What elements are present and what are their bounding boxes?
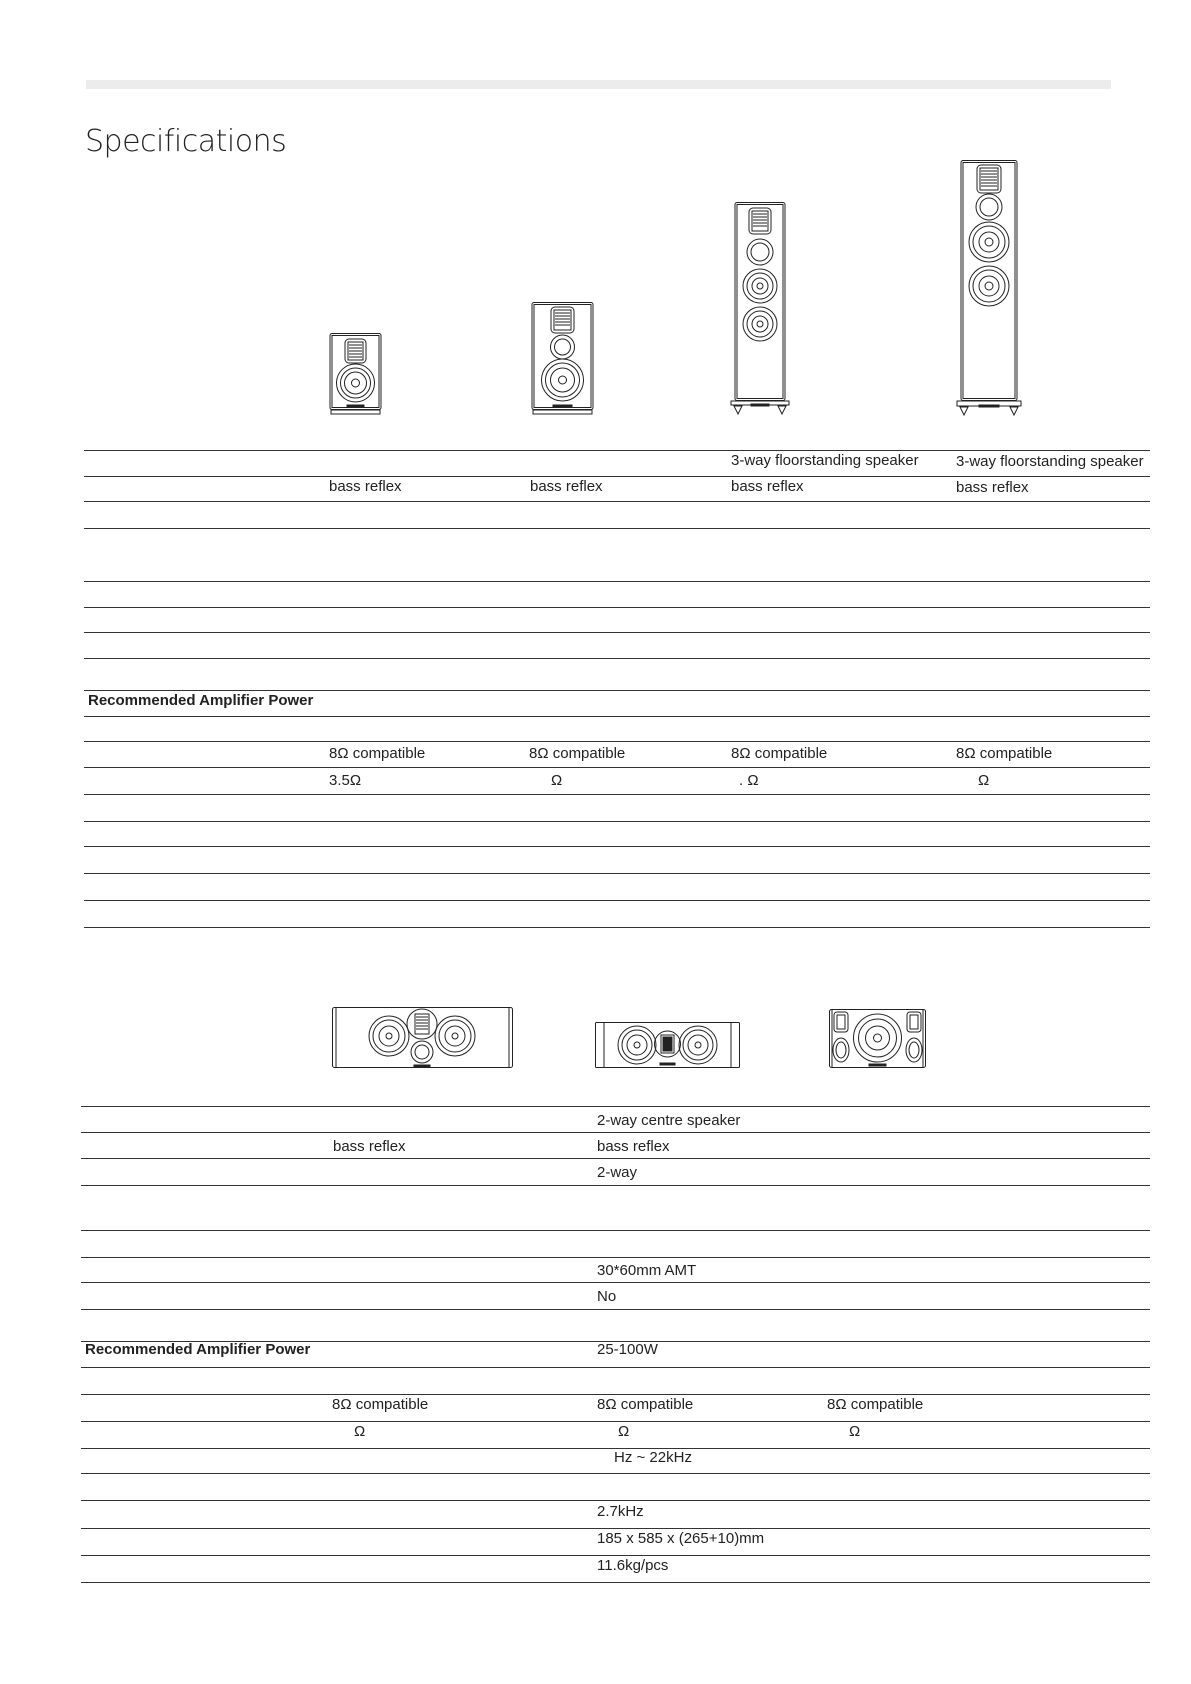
row-divider bbox=[81, 1421, 1150, 1422]
spec-cell-type: 2-way centre speaker bbox=[597, 1112, 741, 1129]
row-divider bbox=[84, 846, 1150, 847]
spec-label-amplifier-power: Recommended Amplifier Power bbox=[85, 1341, 311, 1358]
row-divider bbox=[84, 528, 1150, 529]
spec-cell-design: bass reflex bbox=[597, 1138, 670, 1155]
spec-cell-design: bass reflex bbox=[731, 478, 804, 495]
row-divider bbox=[84, 476, 1150, 477]
spec-cell-impedance: Ω bbox=[354, 1423, 366, 1440]
row-divider bbox=[84, 794, 1150, 795]
row-divider bbox=[81, 1185, 1150, 1186]
spec-cell-ways: 2-way bbox=[597, 1164, 638, 1181]
row-divider bbox=[81, 1367, 1150, 1368]
spec-cell-weight: 11.6kg/pcs bbox=[597, 1557, 669, 1574]
spec-cell-impedance: Ω bbox=[618, 1423, 630, 1440]
row-divider bbox=[84, 927, 1150, 928]
spec-cell-compat: 8Ω compatible bbox=[827, 1396, 924, 1413]
row-divider bbox=[84, 450, 1150, 451]
spec-cell-impedance: 3.5Ω bbox=[329, 772, 362, 789]
row-divider bbox=[84, 690, 1150, 691]
spec-cell-compat: 8Ω compatible bbox=[597, 1396, 694, 1413]
row-divider bbox=[84, 900, 1150, 901]
surround-speaker-drawing bbox=[829, 1009, 926, 1069]
row-divider bbox=[81, 1555, 1150, 1556]
row-divider bbox=[81, 1230, 1150, 1231]
floorstanding-speaker-medium-drawing bbox=[731, 202, 789, 415]
row-divider bbox=[81, 1582, 1150, 1583]
spec-cell-compat: 8Ω compatible bbox=[329, 745, 426, 762]
row-divider bbox=[84, 873, 1150, 874]
row-divider bbox=[84, 716, 1150, 717]
row-divider bbox=[84, 658, 1150, 659]
spec-cell-impedance: Ω bbox=[849, 1423, 861, 1440]
spec-cell-design: bass reflex bbox=[333, 1138, 406, 1155]
row-divider bbox=[81, 1106, 1150, 1107]
row-divider bbox=[81, 1257, 1150, 1258]
row-divider bbox=[81, 1132, 1150, 1133]
spec-cell-crossover: 2.7kHz bbox=[597, 1503, 644, 1520]
row-divider bbox=[81, 1394, 1150, 1395]
bookshelf-speaker-large-drawing bbox=[531, 302, 594, 415]
spec-cell-type: 3-way floorstanding speaker bbox=[956, 453, 1144, 470]
row-divider bbox=[81, 1473, 1150, 1474]
centre-speaker-large-drawing bbox=[332, 1007, 513, 1069]
spec-cell-tweeter: 30*60mm AMT bbox=[597, 1262, 697, 1279]
spec-cell-amplifier-power: 25-100W bbox=[597, 1341, 658, 1358]
row-divider bbox=[84, 741, 1150, 742]
spec-cell-compat: 8Ω compatible bbox=[956, 745, 1053, 762]
spec-cell-design: bass reflex bbox=[329, 478, 402, 495]
row-divider bbox=[81, 1528, 1150, 1529]
row-divider bbox=[84, 821, 1150, 822]
spec-cell-frequency: Hz ~ 22kHz bbox=[614, 1449, 692, 1466]
row-divider bbox=[81, 1282, 1150, 1283]
spec-cell-impedance: Ω bbox=[978, 772, 990, 789]
row-divider bbox=[81, 1500, 1150, 1501]
spec-cell-design: bass reflex bbox=[956, 479, 1029, 496]
row-divider bbox=[84, 581, 1150, 582]
row-divider bbox=[84, 501, 1150, 502]
spec-cell-impedance: . Ω bbox=[739, 772, 759, 789]
spec-cell-type: 3-way floorstanding speaker bbox=[731, 452, 919, 469]
centre-speaker-2way-drawing bbox=[595, 1022, 740, 1068]
spec-label-amplifier-power: Recommended Amplifier Power bbox=[88, 692, 314, 709]
page-title: Specifications bbox=[85, 124, 287, 159]
row-divider bbox=[81, 1309, 1150, 1310]
spec-cell-impedance: Ω bbox=[551, 772, 563, 789]
spec-cell-compat: 8Ω compatible bbox=[332, 1396, 429, 1413]
row-divider bbox=[84, 607, 1150, 608]
row-divider bbox=[81, 1158, 1150, 1159]
floorstanding-speaker-large-drawing bbox=[957, 160, 1021, 416]
spec-cell-magnetic: No bbox=[597, 1288, 617, 1305]
bookshelf-speaker-small-drawing bbox=[329, 333, 382, 415]
row-divider bbox=[84, 632, 1150, 633]
spec-cell-design: bass reflex bbox=[530, 478, 603, 495]
header-bar bbox=[86, 80, 1111, 89]
spec-cell-dimensions: 185 x 585 x (265+10)mm bbox=[597, 1530, 765, 1547]
row-divider bbox=[84, 767, 1150, 768]
spec-cell-compat: 8Ω compatible bbox=[529, 745, 626, 762]
spec-cell-compat: 8Ω compatible bbox=[731, 745, 828, 762]
